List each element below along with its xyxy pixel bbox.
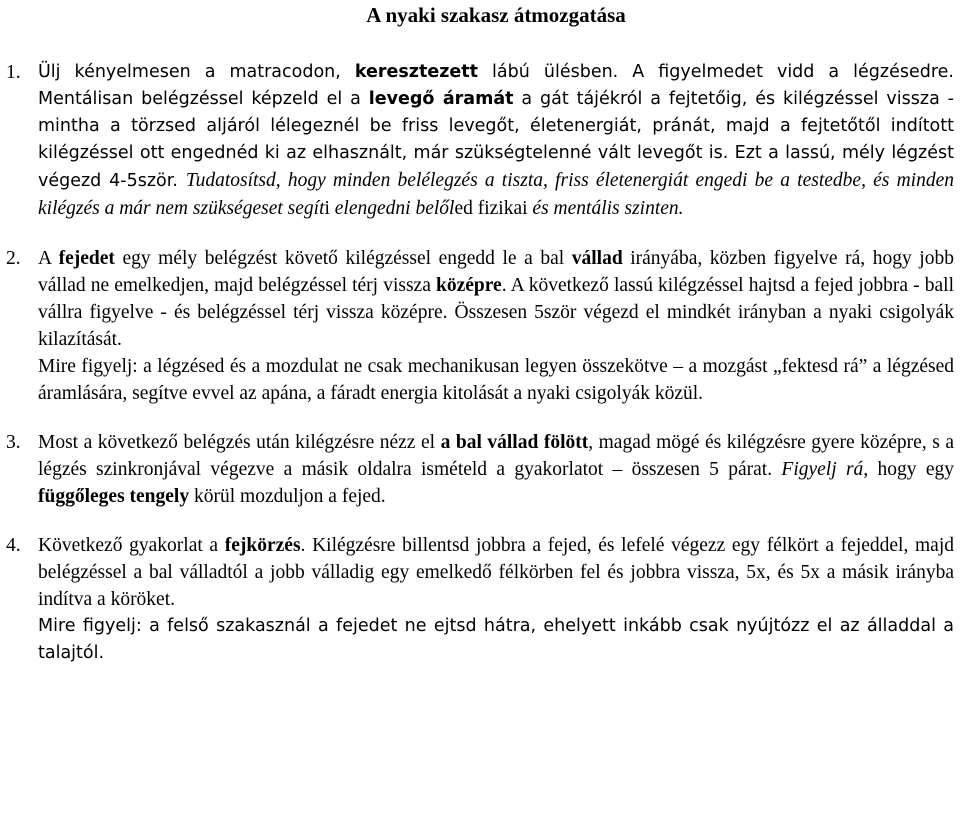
note-paragraph: Mire figyelj: a légzésed és a mozdulat ne csak mechanikusan legyen összekötve – a mozgást „fektesd rá” a légzésed áramlására, segítve evvel az apána, a fáradt energia kitolását a nyaki csigolyák közül. bbox=[38, 356, 954, 404]
bold-run: fejkörzés bbox=[224, 535, 301, 556]
item-number: 2. bbox=[6, 248, 21, 269]
italic-run: elengedni belől bbox=[334, 198, 455, 219]
exercise-item-4 bbox=[6, 532, 954, 667]
bold-run: függőleges tengely bbox=[38, 486, 190, 507]
text-run: . A következő lassú kilégzéssel hajtsd a fejed jobbra - ball vállra figyelve - és belégzéssel térj vissza középre. Összesen 5ször végezd el mindkét irányban a nyaki csigolyák kilazítását. bbox=[38, 275, 954, 350]
item-paragraph bbox=[38, 245, 954, 353]
exercise-item-2 bbox=[6, 245, 954, 407]
text-run: irányába, közben figyelve rá, hogy jobb vállad ne emelkedjen, majd belégzéssel térj vissza bbox=[38, 248, 954, 296]
text-run: Ülj kényelmesen a matracodon, bbox=[38, 62, 355, 82]
bold-run: a bal vállad fölött bbox=[440, 432, 589, 453]
text-run: Következő gyakorlat a bbox=[38, 535, 225, 556]
text-run: A bbox=[38, 248, 59, 269]
exercise-item-1 bbox=[6, 59, 954, 223]
bold-run: keresztezett bbox=[354, 62, 479, 82]
note-paragraph: Mire figyelj: a felső szakasznál a fejedet ne ejtsd hátra, ehelyett inkább csak nyújtózz el az álladdal a talajtól. bbox=[38, 616, 954, 663]
text-run: lábú ülésben. A figyelmedet vidd a légzésedre. Mentálisan belégzéssel képzeld el a bbox=[38, 62, 954, 109]
item-paragraph bbox=[38, 532, 954, 613]
item-number: 1. bbox=[6, 62, 21, 83]
text-run: körül mozduljon a fejed. bbox=[189, 486, 386, 507]
exercise-item-3 bbox=[6, 429, 955, 510]
page-title: A nyaki szakasz átmozgatása bbox=[366, 3, 626, 27]
text-run: a gát tájékról a fejtetőig, és kilégzéssel vissza - mintha a törzsed aljáról lélegeznél be friss levegőt, életenergiát, pránát, majd a fejtetőtől indított kilégzéssel ott engednéd ki az elhasznált, már szükségtelenné vált levegőt is. Ezt a lassú, mély légzést végezd 4-5ször. bbox=[38, 89, 954, 191]
item-number: 4. bbox=[6, 535, 21, 556]
item-paragraph bbox=[38, 429, 954, 510]
text-run: ed fizikai bbox=[454, 198, 533, 219]
bold-run: középre bbox=[435, 275, 502, 296]
bold-run: vállad bbox=[571, 248, 623, 269]
italic-run: Figyelj rá bbox=[781, 459, 864, 480]
item-number: 3. bbox=[6, 432, 21, 453]
italic-run: és mentális szinten. bbox=[532, 198, 684, 219]
text-run: , magad mögé és kilégzésre gyere középre, s a légzés szinkronjával végezve a másik oldalra ismételd a gyakorlatot – összesen 5 párat. bbox=[38, 432, 954, 480]
text-run: i bbox=[324, 198, 335, 219]
italic-run: Tudatosítsd, hogy minden belélegzés a tiszta, friss életenergiát engedi be a testedbe, és minden kilégzés a már nem szükségeset segít bbox=[38, 170, 954, 219]
text-run: Most a következő belégzés után kilégzésre nézz el bbox=[38, 432, 441, 453]
bold-run: fejedet bbox=[58, 248, 115, 269]
text-run: egy mély belégzést követő kilégzéssel engedd le a bal bbox=[114, 248, 572, 269]
item-paragraph bbox=[38, 59, 954, 223]
text-run: . Kilégzésre billentsd jobbra a fejed, és lefelé végezz egy félkört a fejeddel, majd belégzéssel a bal válladtól a jobb válladig egy emelkedő félkörben fel és jobbra vissza, 5x, és 5x a másik irányba indítva a köröket. bbox=[38, 535, 954, 610]
bold-run: levegő áramát bbox=[368, 89, 514, 109]
text-run: , hogy egy bbox=[863, 459, 955, 480]
